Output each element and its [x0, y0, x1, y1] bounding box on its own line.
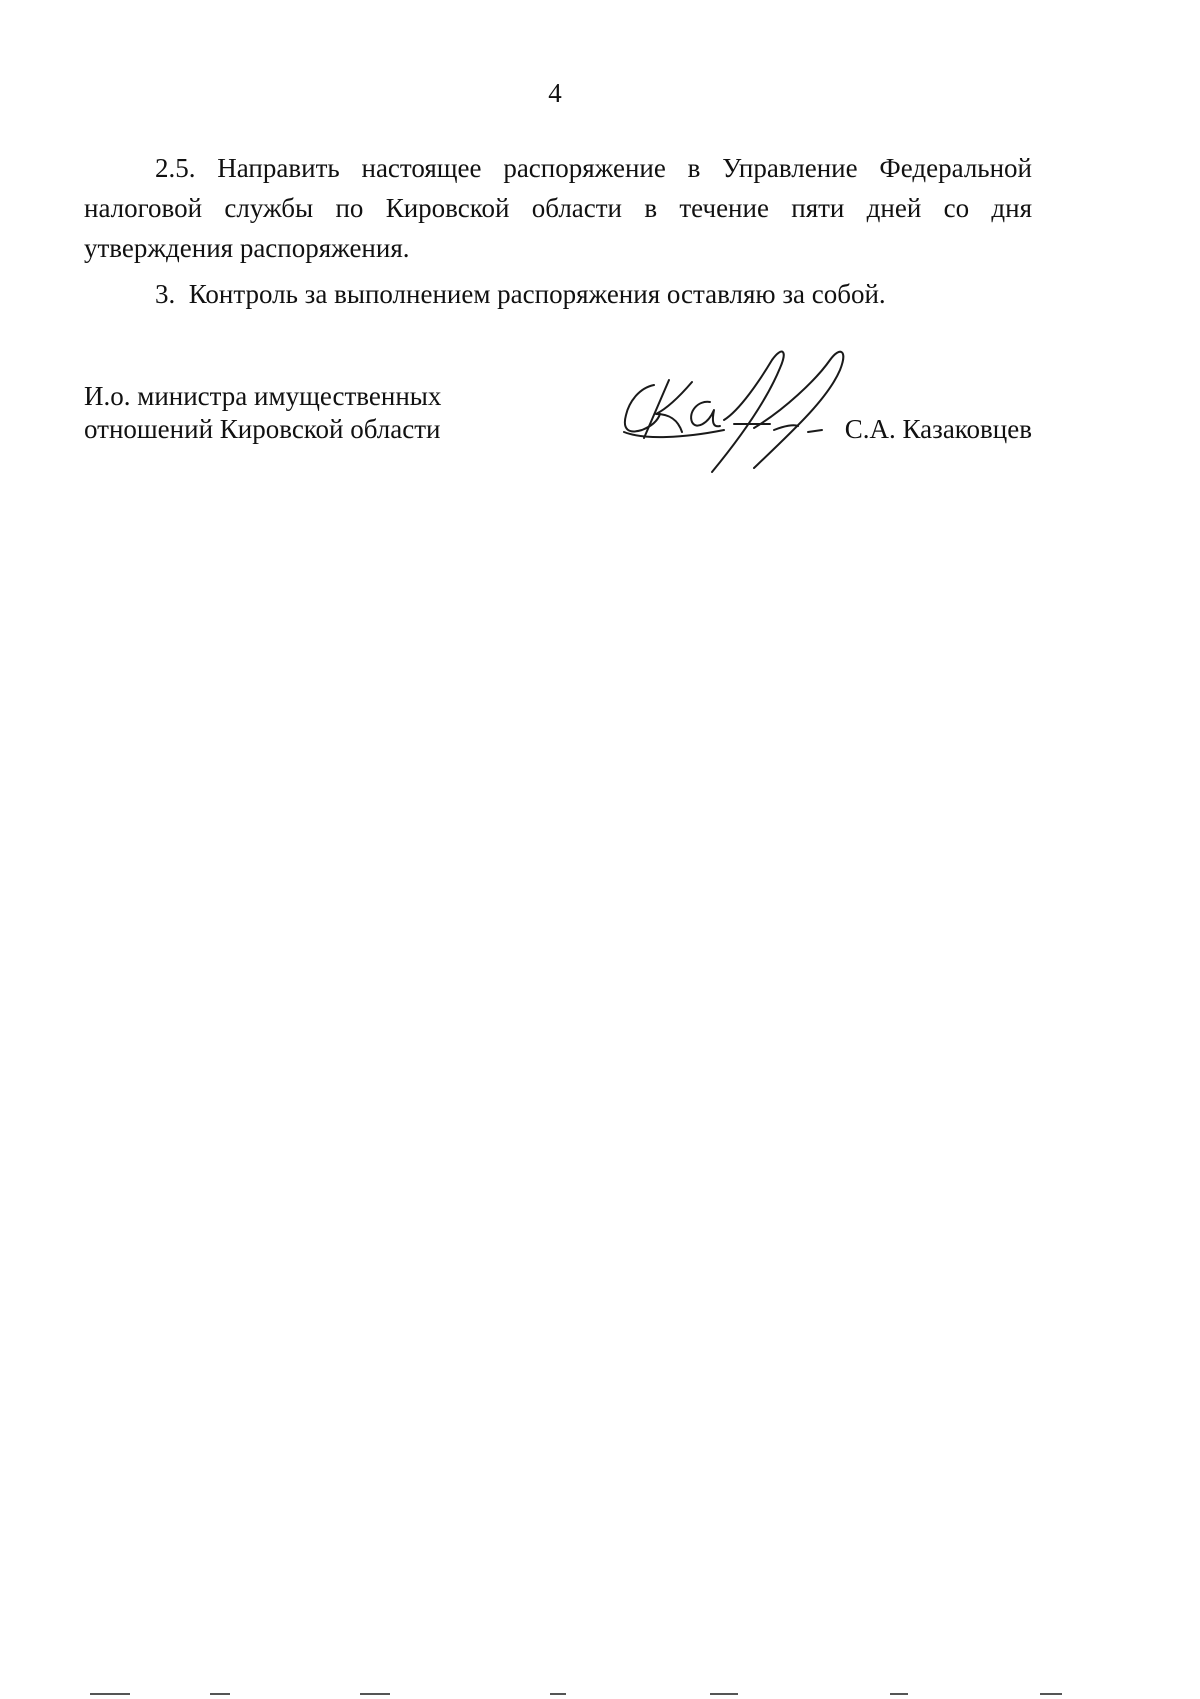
signer-name: С.А. Казаковцев	[844, 414, 1032, 444]
page-number: 4	[548, 78, 562, 108]
signer-position-line-1: И.о. министра имущественных	[84, 381, 442, 411]
handwritten-signature	[584, 340, 884, 480]
scan-edge-artifact	[90, 1693, 1100, 1696]
paragraph-2-5: 2.5. Направить настоящее распоряжение в Управление Федеральной налоговой службы по Кировской области в течение пяти дней со дня утверждения распоряжения.	[84, 153, 1032, 263]
paragraph-3: 3. Контроль за выполнением распоряжения оставляю за собой.	[155, 279, 886, 309]
signature-block	[84, 380, 1032, 460]
document-body	[84, 148, 1032, 314]
signer-position-line-2: отношений Кировской области	[84, 414, 441, 444]
signer-position	[84, 380, 504, 446]
